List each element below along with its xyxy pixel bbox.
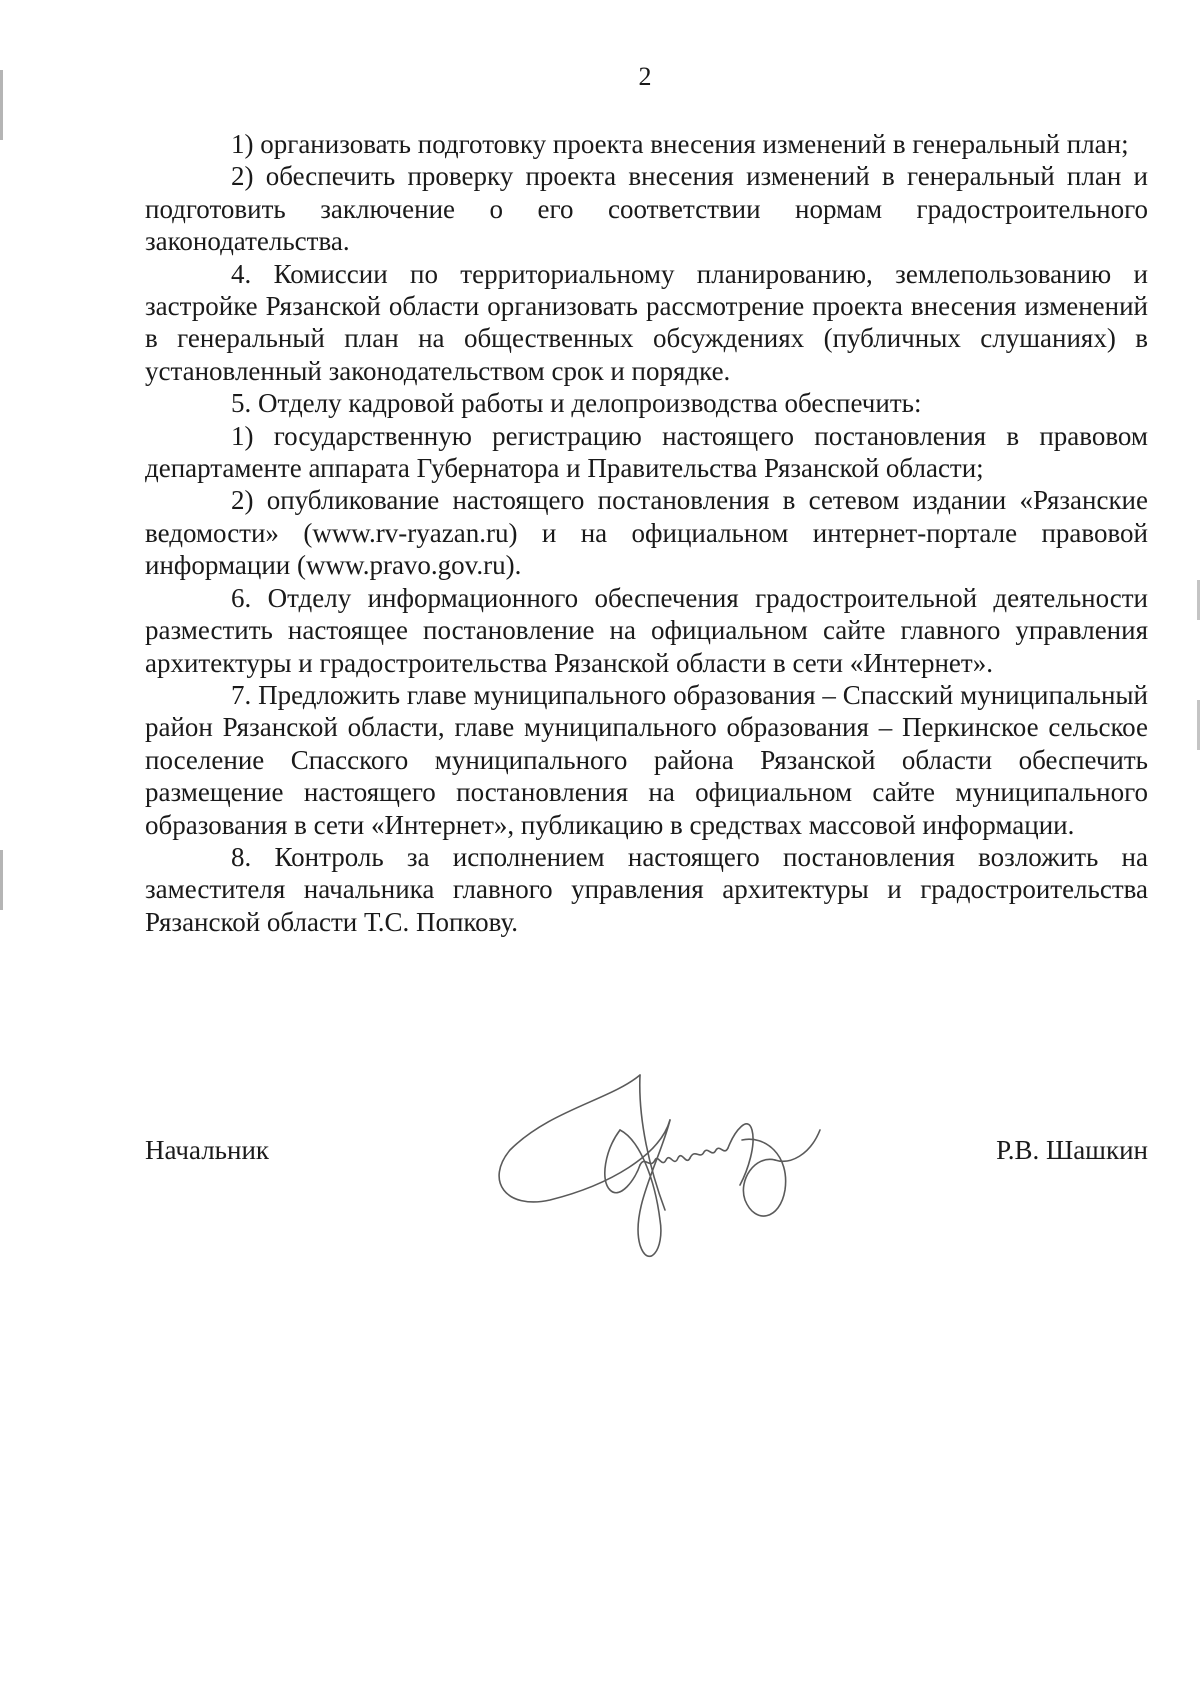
- numbered-paragraph: 7. Предложить главе муниципального образования – Спасский муниципальный район Рязанской области, главе муниципального образования – Перкинское сельское поселение Спасского муниципального района Рязанской области обеспечить размещение настоящего постановления на официальном сайте муниципального образования в сети «Интернет», публикацию в средствах массовой информации.: [145, 679, 1148, 840]
- document-body: [145, 128, 1148, 938]
- list-item: 2) обеспечить проверку проекта внесения изменений в генеральный план и подготовить заключение о его соответствии нормам градостроительного законодательства.: [145, 161, 1148, 257]
- scan-edge-mark: [0, 850, 3, 910]
- list-item: 1) государственную регистрацию настоящего постановления в правовом департаменте аппарата Губернатора и Правительства Рязанской области;: [145, 420, 1148, 484]
- signatory-position: Начальник: [145, 1135, 270, 1165]
- list-item: 1) организовать подготовку проекта внесения изменений в генеральный план;: [231, 129, 1129, 159]
- numbered-paragraph: 4. Комиссии по территориальному планированию, землепользованию и застройке Рязанской области организовать рассмотрение проекта внесения изменений в генеральный план на общественных обсуждениях (публичных слушаниях) в установленный законодательством срок и порядке.: [145, 258, 1148, 386]
- list-item: 2) опубликование настоящего постановления в сетевом издании «Рязанские ведомости» (www.rv-ryazan.ru) и на официальном интернет-портале правовой информации (www.pravo.gov.ru).: [145, 485, 1148, 581]
- signatory-name: Р.В. Шашкин: [996, 1135, 1148, 1165]
- handwritten-signature: [490, 1060, 830, 1270]
- numbered-paragraph: 8. Контроль за исполнением настоящего постановления возложить на заместителя начальника главного управления архитектуры и градостроительства Рязанской области Т.С. Попкову.: [145, 841, 1148, 937]
- numbered-paragraph: 5. Отделу кадровой работы и делопроизводства обеспечить:: [231, 388, 922, 419]
- page-number: 2: [638, 62, 652, 91]
- numbered-paragraph: 6. Отделу информационного обеспечения градостроительной деятельности разместить настоящее постановление на официальном сайте главного управления архитектуры и градостроительства Рязанской области в сети «Интернет».: [145, 582, 1148, 678]
